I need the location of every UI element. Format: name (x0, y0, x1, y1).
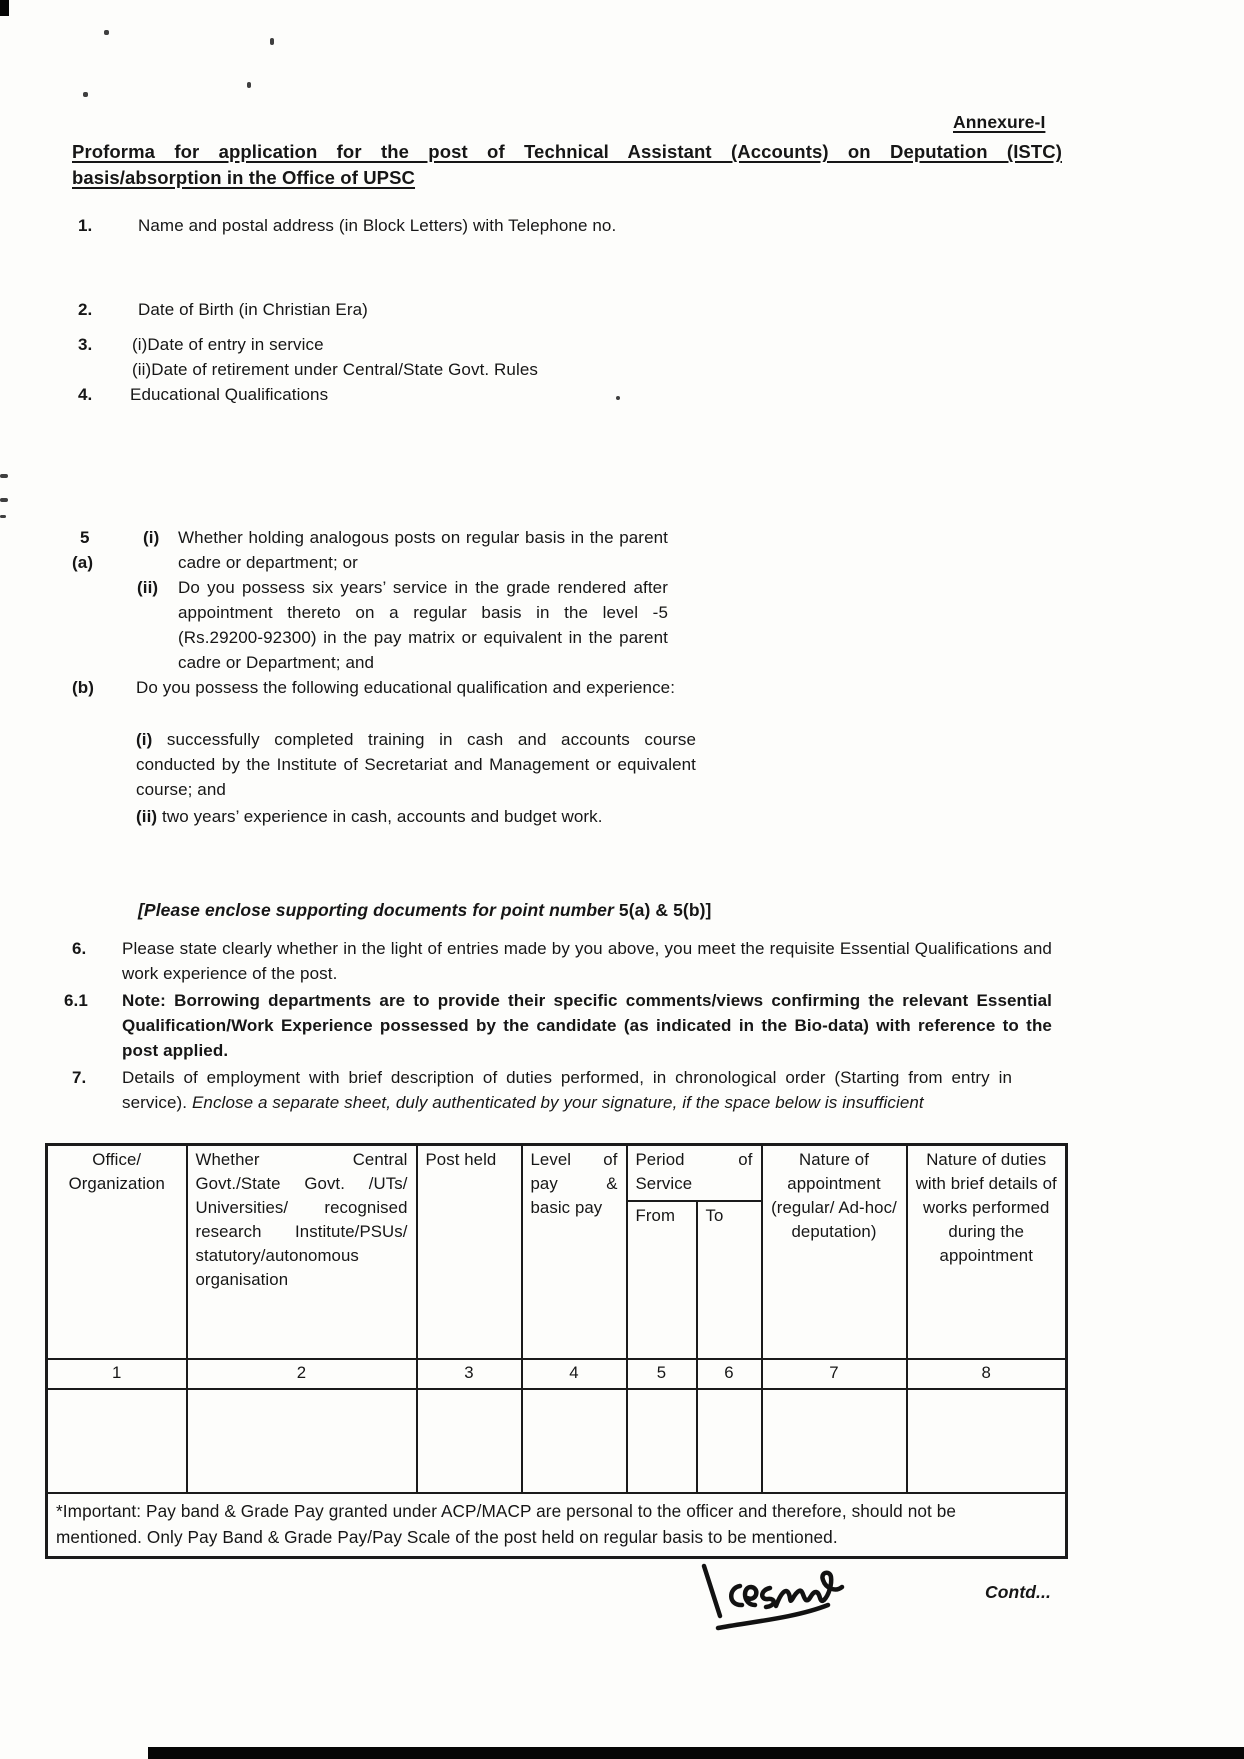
column-number-cell: 8 (907, 1359, 1067, 1389)
page-title (72, 139, 1062, 191)
item-5a-ii-marker: (ii) (137, 578, 159, 597)
annexure-label: Annexure-I (953, 112, 1046, 132)
item-5a-label: (a) (72, 553, 94, 572)
item-7-text-normal: Details of employment with brief description of duties performed, in chronological order (Starting from entry in service). (122, 1068, 1012, 1112)
item-6-text: Please state clearly whether in the light of entries made by you above, you meet the requisite Essential Qualifications and work experience of the post. (122, 939, 1052, 983)
page-title-line1: Proforma for application for the post of Technical Assistant (Accounts) on Deputation (ISTC) (72, 141, 1062, 162)
employment-entry-row (47, 1389, 1067, 1493)
item-5b-ii-text: two years’ experience in cash, accounts and budget work. (157, 807, 603, 826)
item-5b-ii-marker: (ii) (136, 807, 158, 826)
item-3-line2: (ii)Date of retirement under Central/State Govt. Rules (132, 360, 539, 379)
item-3-number: 3. (78, 335, 93, 354)
item-5b-intro: Do you possess the following educational qualification and experience: (136, 678, 676, 697)
employment-entry-cell (522, 1389, 627, 1493)
scan-edge-bar (148, 1747, 1244, 1759)
employment-entry-cell (697, 1389, 762, 1493)
item-5-number: 5 (80, 528, 90, 547)
item-5b-label: (b) (72, 678, 95, 697)
item-5b-i-marker: (i) (136, 730, 153, 749)
column-number-cell: 5 (627, 1359, 697, 1389)
scan-artifact (0, 0, 9, 16)
employment-details-table (45, 1143, 1068, 1559)
item-3-line1: (i)Date of entry in service (132, 335, 324, 354)
scan-artifact (0, 474, 8, 478)
item-1-text: Name and postal address (in Block Letters) with Telephone no. (138, 216, 617, 235)
scan-artifact (0, 498, 8, 502)
table-footnote-row (47, 1493, 1067, 1558)
item-5b-ii (136, 804, 736, 829)
employment-entry-cell (907, 1389, 1067, 1493)
enclose-note-bold: 5(a) & 5(b)] (613, 900, 712, 920)
item-6-1-text: Note: Borrowing departments are to provide their specific comments/views confirming the relevant Essential Qualification/Work Experience possessed by the candidate (as indicated in the Bio-data) with reference to the post applied. (122, 991, 1052, 1060)
item-1-number: 1. (78, 216, 93, 235)
table-header-row (47, 1145, 1067, 1201)
employment-entry-cell (187, 1389, 417, 1493)
column-number-cell: 4 (522, 1359, 627, 1389)
item-3-text (132, 332, 772, 382)
column-number-cell: 7 (762, 1359, 907, 1389)
header-nature-of-appointment: Nature of appointment (regular/ Ad-hoc/ deputation) (762, 1145, 907, 1359)
header-period-from: From (627, 1201, 697, 1359)
header-period-of-service: Period of Service (627, 1145, 762, 1201)
enclose-note-italic: [Please enclose supporting documents for point number (138, 900, 614, 920)
scan-artifact (270, 38, 274, 45)
item-5b-i-text: successfully completed training in cash and accounts course conducted by the Institute of Secretariat and Management or equivalent course; and (136, 730, 696, 799)
employment-entry-cell (627, 1389, 697, 1493)
employment-entry-cell (417, 1389, 522, 1493)
header-nature-of-duties: Nature of duties with brief details of works performed during the appointment (907, 1145, 1067, 1359)
item-7-number: 7. (72, 1068, 87, 1087)
item-7-text-italic: Enclose a separate sheet, duly authenticated by your signature, if the space below is insufficient (191, 1093, 924, 1112)
item-2-text: Date of Birth (in Christian Era) (138, 300, 368, 319)
scan-artifact (0, 515, 6, 518)
item-6-1-number: 6.1 (64, 991, 88, 1010)
enclose-documents-note (138, 898, 1058, 923)
item-5a-ii-text: Do you possess six years’ service in the grade rendered after appointment thereto on a regular basis in the level -5 (Rs.29200-92300) in the pay matrix or equivalent in the parent cadre or Department; and (178, 578, 668, 672)
header-office-organization: Office/ Organization (47, 1145, 187, 1359)
important-footnote: *Important: Pay band & Grade Pay granted under ACP/MACP are personal to the officer and therefore, should not be mentioned. Only Pay Band & Grade Pay/Pay Scale of the post held on regular basis to be mentioned. (47, 1493, 1067, 1558)
item-4-text: Educational Qualifications (130, 385, 329, 404)
scan-artifact (247, 82, 251, 88)
column-number-row (47, 1359, 1067, 1389)
header-organization-type: Whether Central Govt./State Govt. /UTs/ Universities/ recognised research Institute/PSUs/ statutory/autonomous organisation (187, 1145, 417, 1359)
employment-entry-cell (47, 1389, 187, 1493)
page-title-line2: basis/absorption in the Office of UPSC (72, 167, 416, 188)
header-period-to: To (697, 1201, 762, 1359)
item-6-number: 6. (72, 939, 87, 958)
header-level-of-pay: Level of pay & basic pay (522, 1145, 627, 1359)
column-number-cell: 2 (187, 1359, 417, 1389)
item-5a-i-marker: (i) (143, 528, 160, 547)
column-number-cell: 6 (697, 1359, 762, 1389)
contd-label: Contd... (985, 1582, 1051, 1602)
item-5b-i (136, 727, 696, 802)
header-post-held: Post held (417, 1145, 522, 1359)
item-2-number: 2. (78, 300, 93, 319)
column-number-cell: 3 (417, 1359, 522, 1389)
signature-scribble (690, 1560, 860, 1645)
item-5a-i-text: Whether holding analogous posts on regular basis in the parent cadre or department; or (178, 528, 668, 572)
item-4-number: 4. (78, 385, 93, 404)
item-7-text (122, 1065, 1012, 1115)
column-number-cell: 1 (47, 1359, 187, 1389)
scan-artifact (104, 30, 109, 35)
scan-artifact (83, 92, 88, 97)
employment-entry-cell (762, 1389, 907, 1493)
